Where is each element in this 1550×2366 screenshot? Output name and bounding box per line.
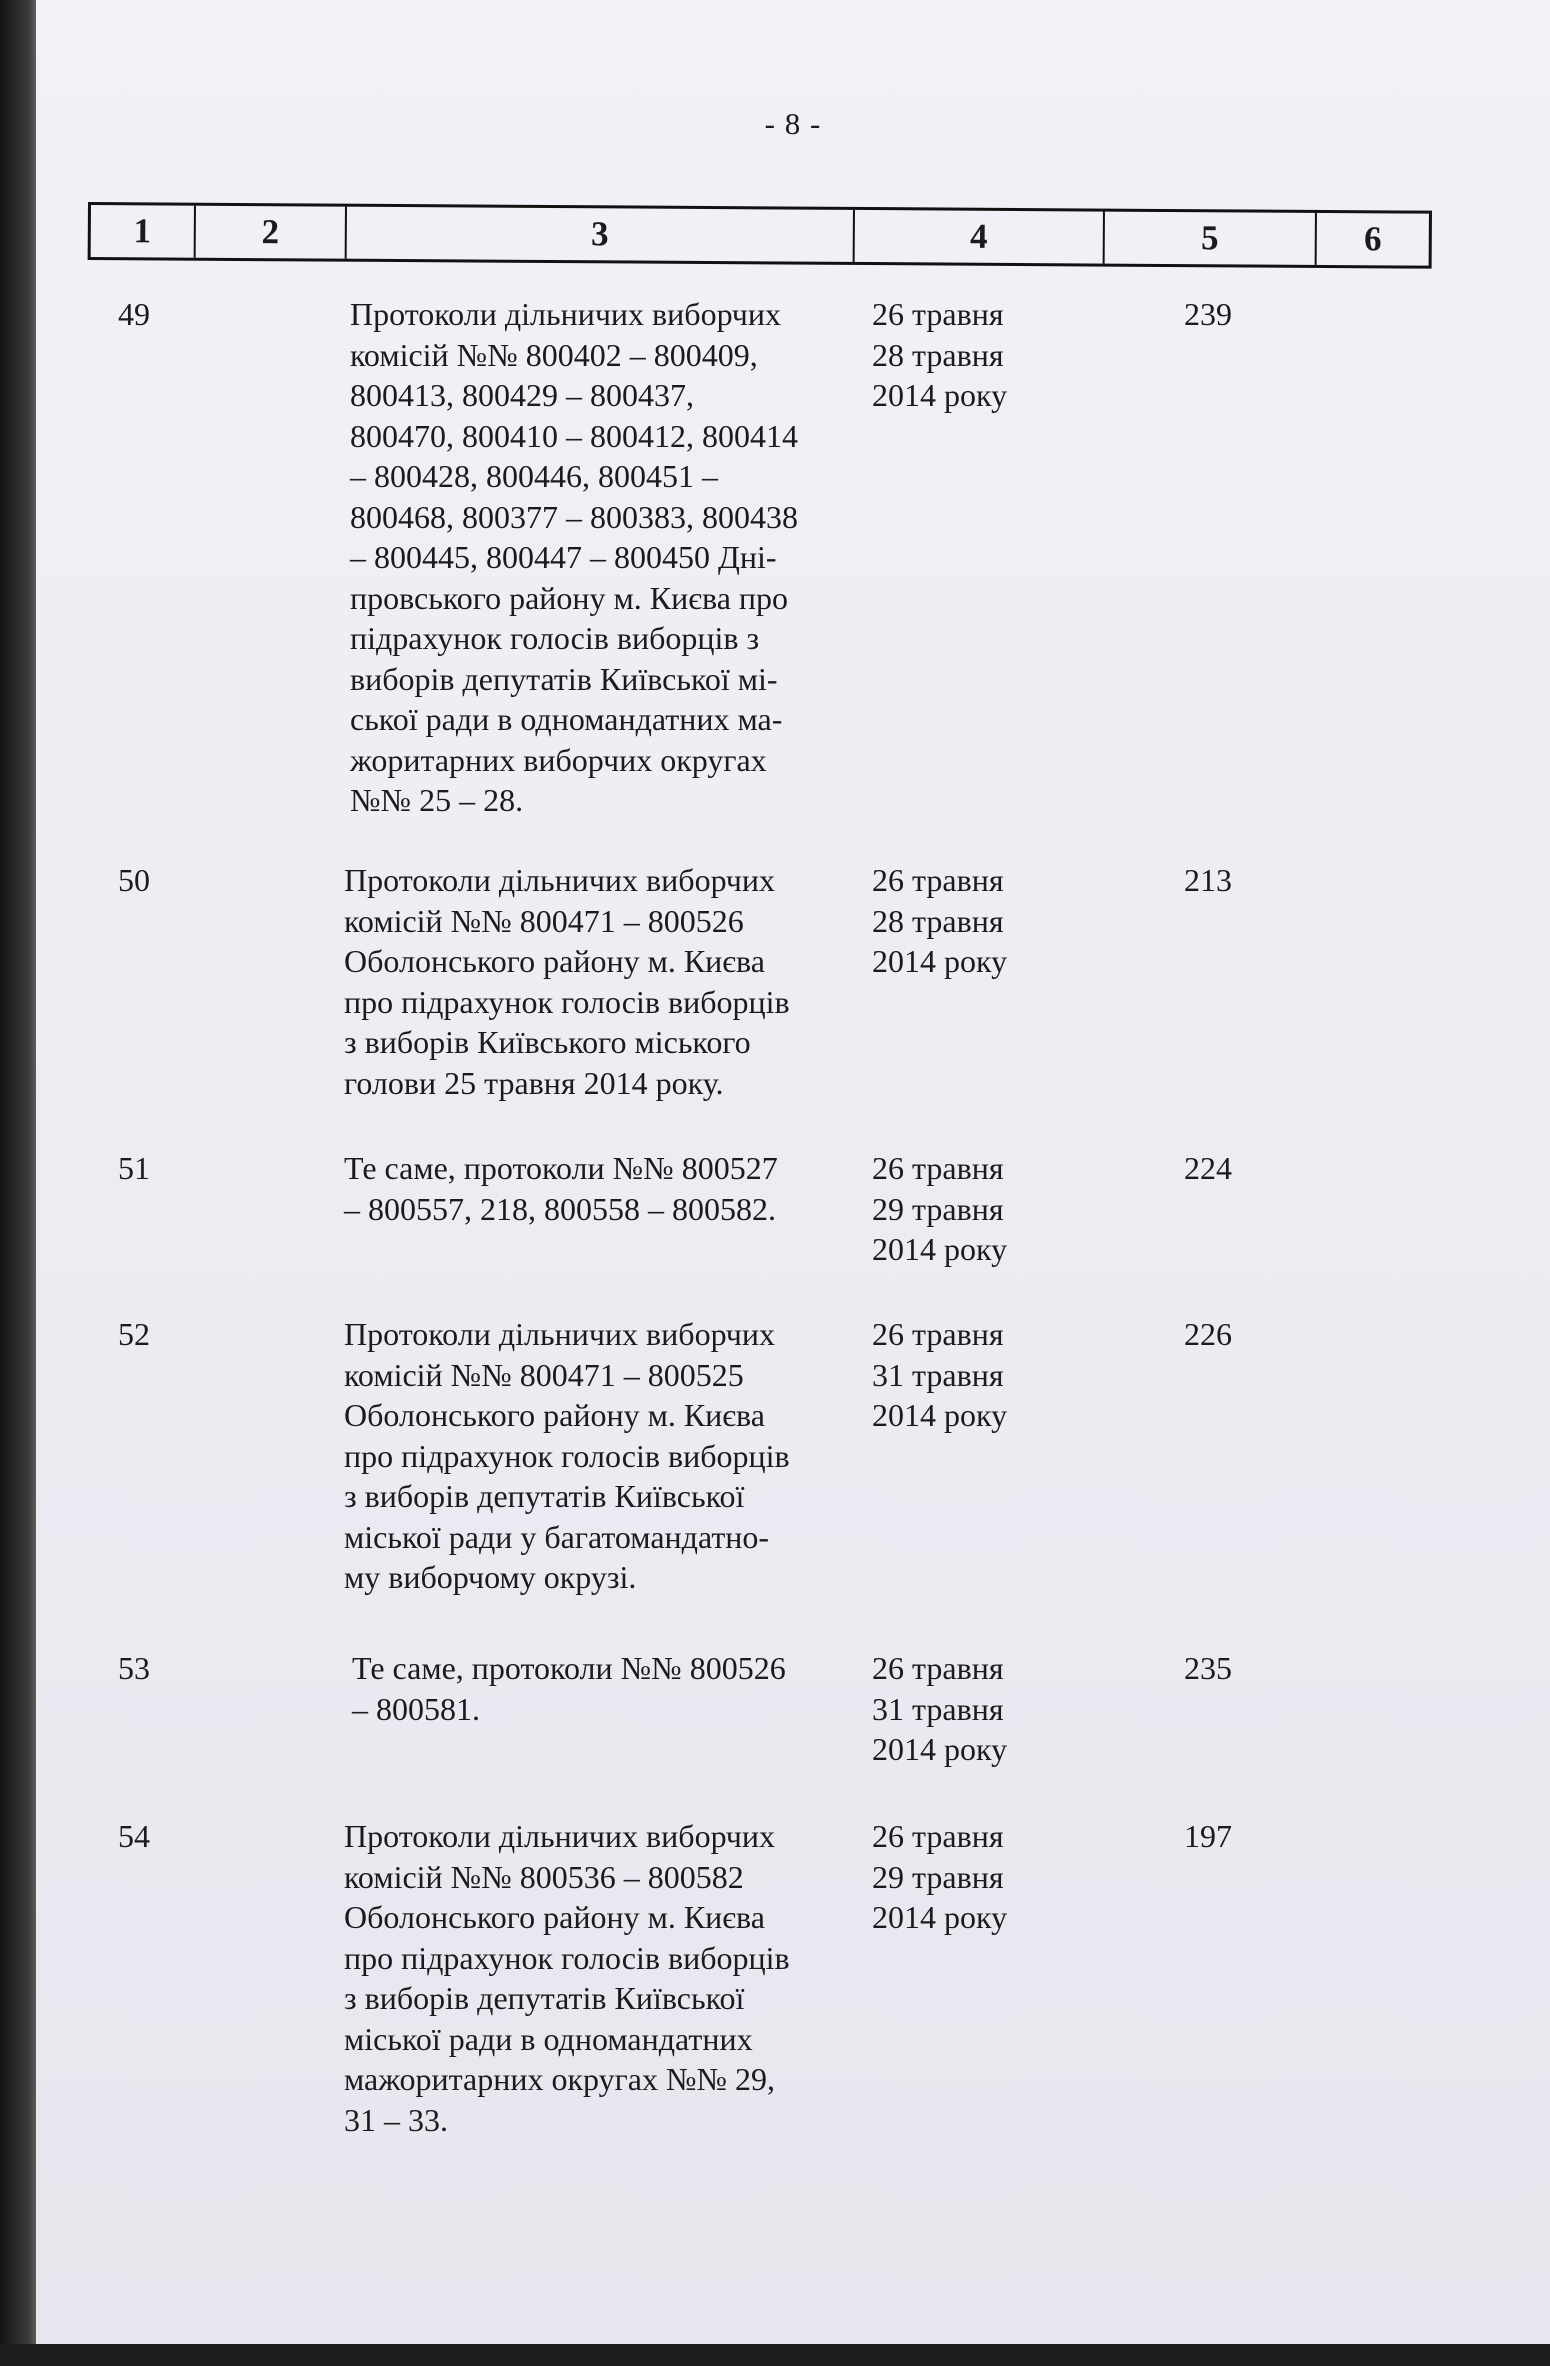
date-line: 2014 року	[872, 1731, 1008, 1767]
description-line: комісій №№ 800536 – 800582	[344, 1858, 744, 1895]
description-line: – 800428, 800446, 800451 –	[350, 458, 718, 494]
row-page-count: 224	[1184, 1150, 1232, 1186]
row-description	[352, 1648, 872, 1729]
description-line: му виборчому окрузі.	[344, 1559, 637, 1595]
description-line: Протоколи дільничих виборчих	[344, 862, 775, 898]
description-line: 31 – 33.	[344, 2101, 448, 2138]
date-line: 28 травня	[872, 336, 1004, 373]
row-dates	[872, 1148, 1072, 1270]
description-line: про підрахунок голосів виборців	[344, 1437, 790, 1474]
date-line: 2014 року	[872, 377, 1008, 413]
description-line: комісій №№ 800471 – 800525	[344, 1356, 744, 1393]
description-line: ської ради в одномандатних ма-	[350, 701, 783, 737]
date-line: 2014 року	[872, 1231, 1008, 1267]
row-page-count: 239	[1184, 296, 1232, 332]
description-line: Протоколи дільничих виборчих	[350, 296, 781, 332]
description-line: №№ 25 – 28.	[350, 782, 524, 818]
row-dates	[872, 1816, 1072, 1938]
description-line: з виборів депутатів Київської	[344, 1980, 745, 2016]
description-line: з виборів депутатів Київської	[344, 1478, 745, 1514]
date-line: 26 травня	[872, 1650, 1004, 1686]
scan-bottom-strip	[0, 2344, 1550, 2366]
column-header-5: 5	[1105, 212, 1317, 265]
row-dates	[872, 294, 1072, 416]
row-number: 51	[118, 1150, 150, 1186]
description-line: виборів депутатів Київської мі-	[350, 660, 778, 697]
description-line: Оболонського району м. Києва	[344, 1397, 765, 1433]
description-line: міської ради в одномандатних	[344, 2020, 753, 2057]
date-line: 28 травня	[872, 902, 1004, 939]
description-line: – 800445, 800447 – 800450 Дні-	[350, 539, 777, 575]
date-line: 26 травня	[872, 296, 1004, 332]
row-description	[344, 1816, 864, 2140]
row-dates	[872, 860, 1072, 982]
description-line: Протоколи дільничих виборчих	[344, 1316, 775, 1352]
description-line: про підрахунок голосів виборців	[344, 983, 790, 1020]
description-line: провського району м. Києва про	[350, 579, 789, 616]
description-line: Те саме, протоколи №№ 800526	[352, 1650, 786, 1686]
row-description	[350, 294, 870, 821]
date-line: 31 травня	[872, 1690, 1004, 1727]
page-number: - 8 -	[764, 106, 822, 141]
date-line: 26 травня	[872, 1316, 1004, 1352]
binding-edge	[0, 0, 40, 2366]
column-header-6: 6	[1363, 219, 1382, 259]
description-line: голови 25 травня 2014 року.	[344, 1064, 724, 1101]
row-description	[344, 860, 864, 1103]
description-line: Оболонського району м. Києва	[344, 1899, 765, 1935]
row-dates	[872, 1648, 1072, 1770]
date-line: 2014 року	[872, 943, 1008, 979]
row-page-count: 226	[1184, 1316, 1232, 1352]
description-line: Оболонського району м. Києва	[344, 943, 765, 979]
row-page-count: 235	[1184, 1650, 1232, 1686]
date-line: 2014 року	[872, 1899, 1008, 1935]
row-number: 53	[118, 1650, 150, 1686]
date-line: 2014 року	[872, 1397, 1008, 1433]
description-line: мажоритарних округах №№ 29,	[344, 2061, 776, 2097]
column-header-4: 4	[855, 210, 1105, 264]
description-line: про підрахунок голосів виборців	[344, 1939, 790, 1976]
description-line: – 800557, 218, 800558 – 800582.	[344, 1190, 776, 1227]
row-description	[344, 1148, 864, 1229]
description-line: підрахунок голосів виборців з	[350, 620, 760, 656]
row-number: 49	[118, 296, 150, 332]
document-page	[36, 0, 1550, 2344]
description-line: комісій №№ 800471 – 800526	[344, 902, 744, 939]
description-line: 800413, 800429 – 800437,	[350, 377, 694, 413]
description-line: міської ради у багатомандатно-	[344, 1518, 770, 1555]
row-number: 54	[118, 1818, 150, 1854]
description-line: Протоколи дільничих виборчих	[344, 1818, 775, 1854]
row-page-count: 213	[1184, 862, 1232, 898]
column-header-1: 1	[91, 205, 196, 258]
column-header-3: 3	[347, 207, 855, 262]
date-line: 26 травня	[872, 862, 1004, 898]
description-line: жоритарних виборчих округах	[350, 741, 767, 778]
row-description	[344, 1314, 864, 1598]
description-line: Те саме, протоколи №№ 800527	[344, 1150, 778, 1186]
description-line: – 800581.	[352, 1690, 480, 1727]
row-number: 52	[118, 1316, 150, 1352]
date-line: 29 травня	[872, 1190, 1004, 1227]
description-line: з виборів Київського міського	[344, 1024, 751, 1060]
date-line: 31 травня	[872, 1356, 1004, 1393]
date-line: 26 травня	[872, 1818, 1004, 1854]
date-line: 29 травня	[872, 1858, 1004, 1895]
row-number: 50	[118, 862, 150, 898]
description-line: 800468, 800377 – 800383, 800438	[350, 498, 798, 535]
column-header-2: 2	[196, 206, 347, 259]
description-line: комісій №№ 800402 – 800409,	[350, 336, 758, 373]
description-line: 800470, 800410 – 800412, 800414	[350, 417, 798, 454]
date-line: 26 травня	[872, 1150, 1004, 1186]
row-dates	[872, 1314, 1072, 1436]
column-header-table	[88, 202, 1432, 269]
row-page-count: 197	[1184, 1818, 1232, 1854]
